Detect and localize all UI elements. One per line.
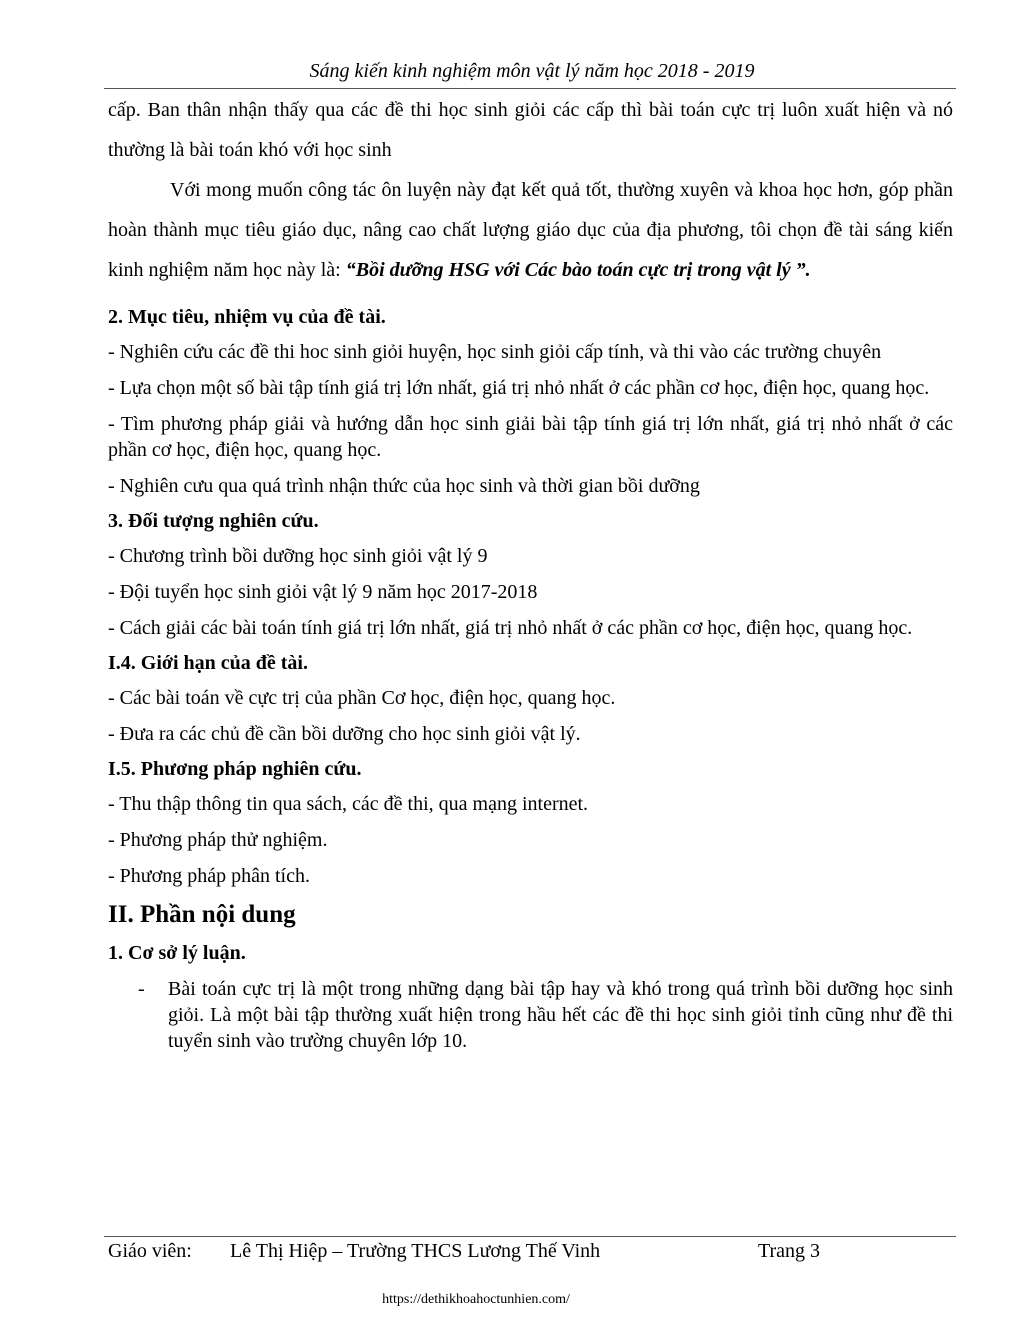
- document-body: [108, 90, 953, 1054]
- footer-teacher-name: Lê Thị Hiệp – Trường THCS Lương Thế Vinh: [230, 1240, 601, 1262]
- list-item: - Nghiên cưu qua quá trình nhận thức của học sinh và thời gian bồi dưỡng: [108, 475, 700, 497]
- bullet-marker: -: [138, 978, 145, 1000]
- section-scope: [108, 646, 953, 752]
- list-item: - Đưa ra các chủ đề cần bồi dưỡng cho học sinh giỏi vật lý.: [108, 723, 581, 745]
- section-heading: I.4. Giới hạn của đề tài.: [108, 652, 308, 674]
- bullet-text: Bài toán cực trị là một trong những dạng bài tập hay và khó trong quá trình bồi dưỡng học sinh giỏi. Là một bài tập thường xuất hiện trong hầu hết các đề thi học sinh giỏi tỉnh cũng như đề thi tuyển sinh vào trường chuyên lớp 10.: [168, 978, 953, 1052]
- list-item: - Phương pháp thử nghiệm.: [108, 829, 328, 851]
- list-item: - Thu thập thông tin qua sách, các đề thi, qua mạng internet.: [108, 793, 589, 815]
- footer-teacher-label: Giáo viên:: [108, 1240, 192, 1262]
- intro-paragraph: [108, 170, 953, 290]
- source-url: https://dethikhoahoctunhien.com/: [382, 1292, 570, 1307]
- section-methods: [108, 752, 953, 894]
- bullet-item: [108, 976, 953, 1054]
- list-item: - Chương trình bồi dưỡng học sinh giỏi vật lý 9: [108, 545, 488, 567]
- list-item: - Cách giải các bài toán tính giá trị lớn nhất, giá trị nhỏ nhất ở các phần cơ học, điện học, quang học.: [108, 617, 913, 639]
- section-subjects: [108, 504, 953, 646]
- intro-continuation: cấp. Ban thân nhận thấy qua các đề thi học sinh giỏi các cấp thì bài toán cực trị luôn xuất hiện và nó thường là bài toán khó với học sinh: [108, 99, 953, 161]
- sub-heading: 1. Cơ sở lý luận.: [108, 942, 246, 964]
- list-item: - Tìm phương pháp giải và hướng dẫn học sinh giải bài tập tính giá trị lớn nhất, giá trị nhỏ nhất ở các phần cơ học, điện học, quang học.: [108, 413, 953, 461]
- list-item: - Các bài toán về cực trị của phần Cơ học, điện học, quang học.: [108, 687, 616, 709]
- section-objectives: [108, 300, 953, 504]
- footer-page-number: Trang 3: [758, 1240, 821, 1262]
- intro-paragraph-text: Với mong muốn công tác ôn luyện này đạt kết quả tốt, thường xuyên và khoa học hơn, góp phần hoàn thành mục tiêu giáo dục, nâng cao chất lượng giáo dục của địa phương, tôi chọn đề tài sáng kiến kinh nghiệm năm học này là:: [108, 179, 953, 281]
- header-divider: [104, 88, 956, 89]
- list-item: - Phương pháp phân tích.: [108, 865, 310, 887]
- section-heading: I.5. Phương pháp nghiên cứu.: [108, 758, 362, 780]
- part-heading: II. Phần nội dung: [108, 901, 296, 928]
- section-heading: 2. Mục tiêu, nhiệm vụ của đề tài.: [108, 306, 386, 328]
- page-header: Sáng kiến kinh nghiệm môn vật lý năm học 2018 - 2019: [309, 60, 755, 82]
- footer-divider: [104, 1236, 956, 1237]
- section-heading: 3. Đối tượng nghiên cứu.: [108, 510, 319, 532]
- list-item: - Đội tuyển học sinh giỏi vật lý 9 năm học 2017-2018: [108, 581, 538, 603]
- topic-title: “Bồi dưỡng HSG với Các bào toán cực trị trong vật lý ”.: [345, 259, 811, 281]
- list-item: - Lựa chọn một số bài tập tính giá trị lớn nhất, giá trị nhỏ nhất ở các phần cơ học, điện học, quang học.: [108, 377, 930, 399]
- list-item: - Nghiên cứu các đề thi hoc sinh giỏi huyện, học sinh giỏi cấp tính, và thi vào các trường chuyên: [108, 341, 882, 363]
